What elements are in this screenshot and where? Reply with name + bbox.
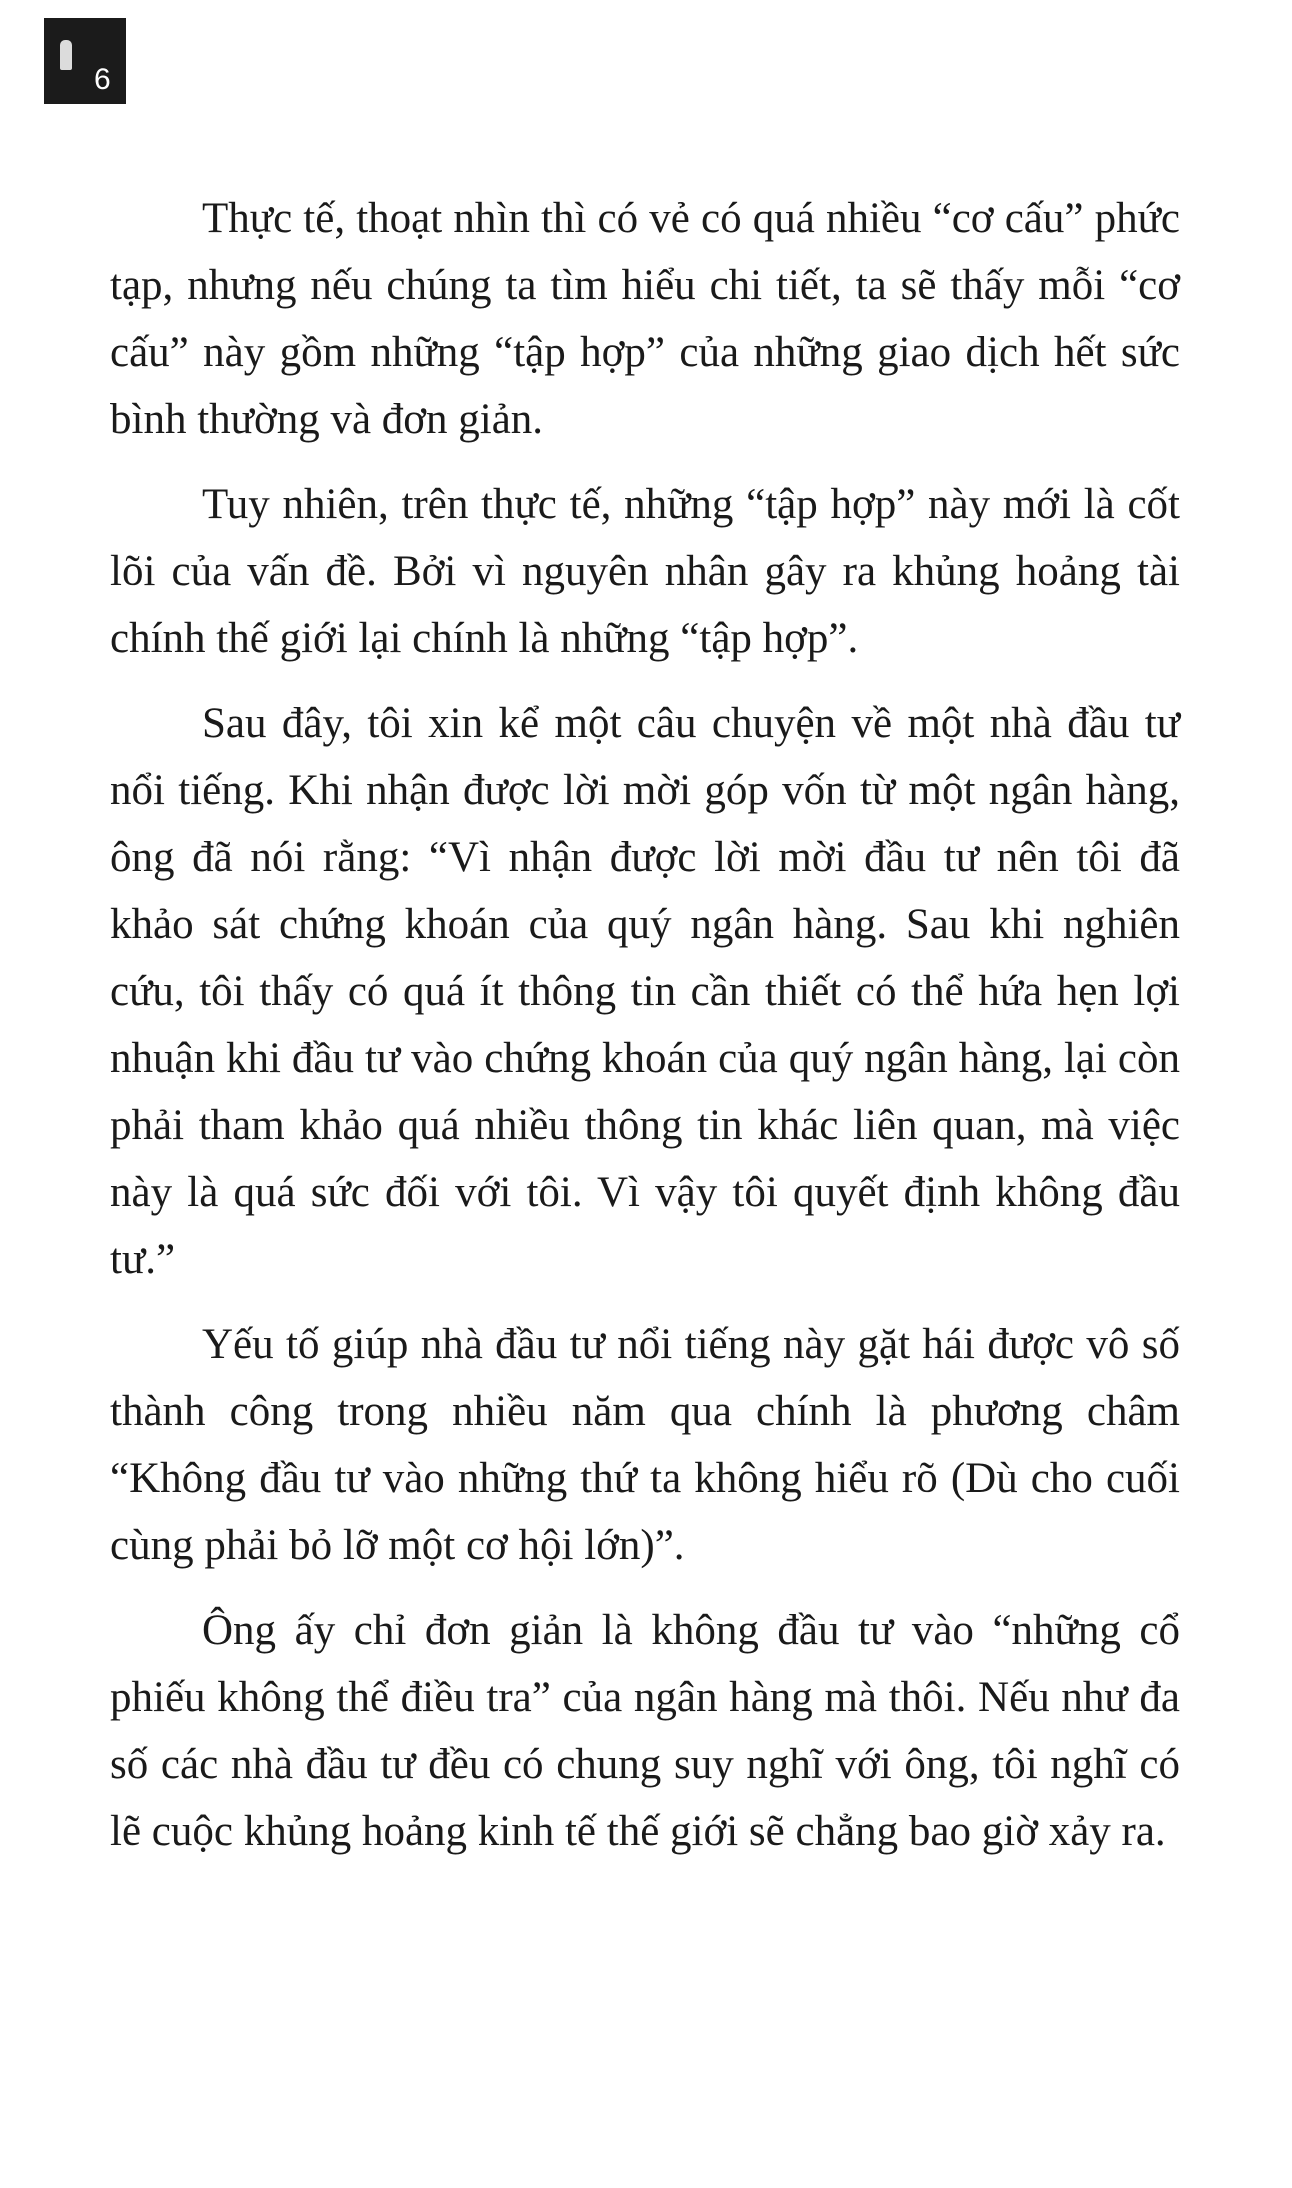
paragraph-2: Tuy nhiên, trên thực tế, những “tập hợp” này mới là cốt lõi của vấn đề. Bởi vì nguyên nhân gây ra khủng hoảng tài chính thế giới lại chính là những “tập hợp”. — [110, 481, 1180, 662]
body-text — [110, 185, 1180, 1883]
paragraph-5: Ông ấy chỉ đơn giản là không đầu tư vào “những cổ phiếu không thể điều tra” của ngân hàng mà thôi. Nếu như đa số các nhà đầu tư đều có chung suy nghĩ với ông, tôi nghĩ có lẽ cuộc khủng hoảng kinh tế thế giới sẽ chẳng bao giờ xảy ra. — [110, 1607, 1180, 1855]
page-number-tab — [44, 18, 126, 104]
bookmark-icon — [60, 40, 72, 70]
paragraph-1: Thực tế, thoạt nhìn thì có vẻ có quá nhiều “cơ cấu” phức tạp, nhưng nếu chúng ta tìm hiểu chi tiết, ta sẽ thấy mỗi “cơ cấu” này gồm những “tập hợp” của những giao dịch hết sức bình thường và đơn giản. — [110, 195, 1180, 443]
paragraph-3: Sau đây, tôi xin kể một câu chuyện về một nhà đầu tư nổi tiếng. Khi nhận được lời mời góp vốn từ một ngân hàng, ông đã nói rằng: “Vì nhận được lời mời đầu tư nên tôi đã khảo sát chứng khoán của quý ngân hàng. Sau khi nghiên cứu, tôi thấy có quá ít thông tin cần thiết có thể hứa hẹn lợi nhuận khi đầu tư vào chứng khoán của quý ngân hàng, lại còn phải tham khảo quá nhiều thông tin khác liên quan, mà việc này là quá sức đối với tôi. Vì vậy tôi quyết định không đầu tư.” — [110, 700, 1180, 1283]
page-number: 6 — [94, 63, 111, 96]
paragraph-4: Yếu tố giúp nhà đầu tư nổi tiếng này gặt hái được vô số thành công trong nhiều năm qua chính là phương châm “Không đầu tư vào những thứ ta không hiểu rõ (Dù cho cuối cùng phải bỏ lỡ một cơ hội lớn)”. — [110, 1321, 1180, 1569]
